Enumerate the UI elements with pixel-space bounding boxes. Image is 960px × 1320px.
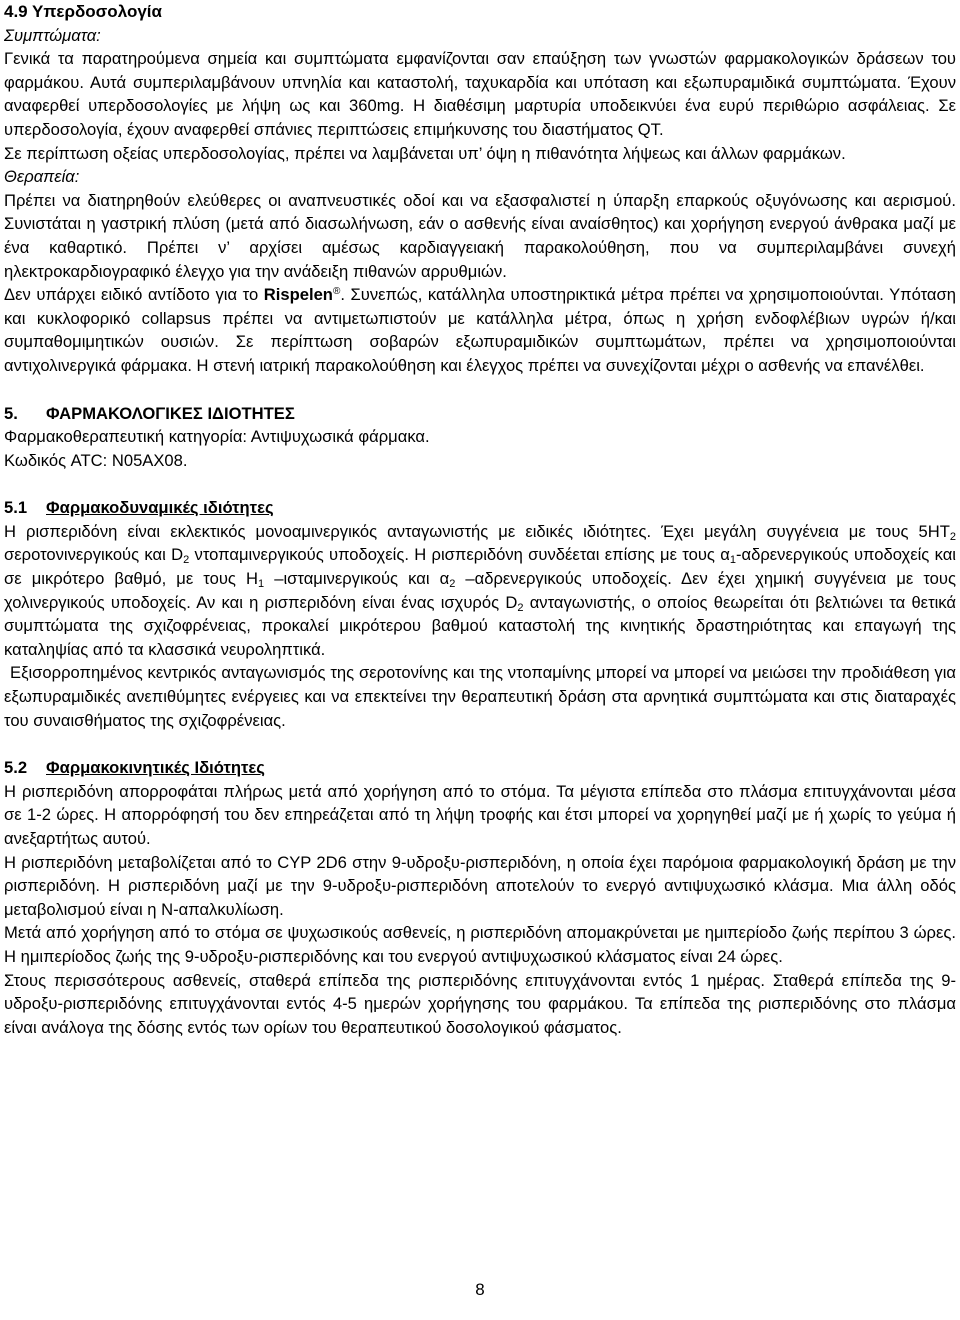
section-5-1-heading — [4, 496, 956, 520]
pd-sub: 2 — [949, 530, 956, 543]
pharmacodynamics-paragraph — [4, 520, 956, 662]
registered-mark: ® — [332, 286, 341, 298]
symptoms-label: Συμπτώματα: — [4, 25, 101, 45]
steady-state-paragraph: Στους περισσότερους ασθενείς, σταθερά επίπεδα της ρισπεριδόνης επιτυγχάνονται εντός 1 ημέρας. Σταθερά επίπεδα της 9-υδροξυ-ρισπεριδόνης επιτυγχάνονται εντός 4-5 ημερών χορήγησης του φαρμάκου. Τα επίπεδα της ρισπεριδόνης στο πλάσμα είναι ανάλογα της δόσης εντός των ορίων του θεραπευτικού δοσολογικού φάσματος. — [4, 970, 956, 1037]
overdose-heading: 4.9 Υπερδοσολογία — [4, 2, 162, 21]
pd-text-g: ανταγωνιστής, ο οποίος θεωρείται ότι βελτιώνει τα θετικά συμπτώματα της σχιζοφρένειας, προκαλεί μικρότερου βαθμού καταστολή της κινητικής δραστηριότητας και επαγωγή της καταληψίας από τα κλασσικά νευροληπτικά. — [4, 592, 956, 659]
therapy-label: Θεραπεία: — [4, 167, 80, 187]
pd-text-a: Η ρισπεριδόνη είναι εκλεκτικός μονοαμινεργικός ανταγωνιστής με ειδικές ιδιότητες. Έχει μεγάλη συγγένεια με τους 5HT — [4, 521, 950, 541]
section-5-2-title: Φαρμακοκινητικές Ιδιότητες — [46, 758, 265, 778]
pd-text-e: –ισταμινεργικούς και α — [264, 569, 450, 589]
spacer — [4, 732, 956, 756]
pd-text-d: -αδρενεργικούς υποδοχείς και σε μικρότερο βαθμό, με τους Η — [4, 545, 956, 589]
section-5-1-number: 5.1 — [4, 498, 28, 518]
pd-sub: 2 — [449, 578, 456, 591]
balanced-antagonism-paragraph: Εξισορροπημένος κεντρικός ανταγωνισμός της σεροτονίνης και της ντοπαμίνης μπορεί να μπορεί να μειώσει την προδιάθεση για εξωπυραμιδικές ανεπιθύμητες ενέργειες και να επεκτείνει την θεραπευτική δράση στα αρνητικά συμπτώματα και στις διαταραχές του συναισθήματος της σχιζοφρένειας. — [4, 663, 956, 730]
antidote-text-pre: Δεν υπάρχει ειδικό αντίδοτο για το — [4, 285, 264, 305]
section-5-number: 5. — [4, 403, 18, 423]
absorption-paragraph: Η ρισπεριδόνη απορροφάται πλήρως μετά από χορήγηση από το στόμα. Τα μέγιστα επίπεδα στο πλάσμα επιτυγχάνονται μέσα σε 1-2 ώρες. Η απορρόφησή του δεν επηρεάζεται από τη λήψη τροφής και έτσι μπορεί να χορηγηθεί μαζί με ή χωρίς το γεύμα ή ανεξαρτήτως αυτού. — [4, 781, 956, 848]
antidote-text-post: . Συνεπώς, κατάλληλα υποστηρικτικά μέτρα πρέπει να χρησιμοποιούνται. Υπόταση και κυκλοφορικό collapsus πρέπει να αντιμετωπιστούν με κατάλληλα μέτρα, όπως η χρήση ενδοφλέβιων υγρών ή/και συμπαθομιμητικών ουσιών. Σε περίπτωση σοβαρών εξωπυραμιδικών συμπτωμάτων, πρέπει να χρησιμοποιούνται αντιχολινεργικά φάρμακα. Η στενή ιατρική παρακολούθηση και έλεγχος πρέπει να συνεχίζονται μέχρι ο ασθενής να επανέλθει. — [4, 285, 956, 375]
pharmacotherapeutic-category: Φαρμακοθεραπευτική κατηγορία: Αντιψυχωσικά φάρμακα. — [4, 427, 430, 447]
pd-sub: 1 — [729, 554, 736, 567]
therapy-paragraph: Πρέπει να διατηρηθούν ελεύθερες οι αναπνευστικές οδοί και να εξασφαλιστεί η ύπαρξη επαρκούς οξυγόνωσης και αερισμού. Συνιστάται η γαστρική πλύση (μετά από διασωλήνωση, εάν ο ασθενής είναι αναίσθητος) και χορήγηση ενεργού άνθρακα μαζί με ένα καθαρτικό. Πρέπει ν’ αρχίσει αμέσως καρδιαγγειακή παρακολούθηση, που να συμπεριλαμβάνει συνεχή ηλεκτροκαρδιογραφικό έλεγχο για την ανάδειξη πιθανών αρρυθμιών. — [4, 190, 956, 281]
section-5-title: ΦΑΡΜΑΚΟΛΟΓΙΚΕΣ ΙΔΙΟΤΗΤΕΣ — [46, 403, 295, 423]
pd-sub: 2 — [183, 554, 190, 567]
section-5-2-heading — [4, 756, 956, 780]
section-5-heading — [4, 402, 956, 426]
half-life-paragraph: Μετά από χορήγηση από το στόμα σε ψυχωσικούς ασθενείς, η ρισπεριδόνη απομακρύνεται με ημιπερίοδο ζωής περίπου 3 ώρες. Η ημιπερίοδος ζωής της 9-υδροξυ-ρισπεριδόνης και του ενεργού αντιψυχωσικού κλάσματος είναι 24 ώρες. — [4, 923, 956, 966]
page-number: 8 — [475, 1280, 485, 1299]
pd-text-b: σεροτονινεργικούς και D — [4, 545, 184, 565]
pd-text-c: ντοπαμινεργικούς υποδοχείς. Η ρισπεριδόνη συνδέεται επίσης με τους α — [189, 545, 730, 565]
pd-sub: 1 — [258, 578, 265, 591]
symptoms-paragraph: Γενικά τα παρατηρούμενα σημεία και συμπτώματα εμφανίζονται σαν επαύξηση των γνωστών φαρμακολογικών δράσεων του φαρμάκου. Αυτά συμπεριλαμβάνουν υπνηλία και καταστολή, ταχυκαρδία και υπόταση και εξωπυραμιδικά συμπτώματα. Έχουν αναφερθεί υπερδοσολογίες με λήψη ως και 360mg. Η διαθέσιμη μαρτυρία υποδεικνύει ένα ευρύ περιθώριο ασφάλειας. Σε υπερδοσολογία, έχουν αναφερθεί σπάνιες περιπτώσεις επιμήκυνσης του διαστήματος QT. — [4, 49, 956, 139]
brand-name: Rispelen — [263, 285, 333, 305]
section-5-2-number: 5.2 — [4, 758, 28, 778]
spacer — [4, 378, 956, 402]
spacer — [4, 472, 956, 496]
antidote-paragraph — [4, 283, 956, 377]
section-5-1-title: Φαρμακοδυναμικές ιδιότητες — [46, 498, 274, 518]
document-page — [4, 0, 956, 1039]
metabolism-paragraph: Η ρισπεριδόνη μεταβολίζεται από το CYP 2D6 στην 9-υδροξυ-ρισπεριδόνη, η οποία έχει παρόμοια φαρμακολογική δράση με την ρισπεριδόνη. Η ρισπεριδόνη μαζί με την 9-υδροξυ-ρισπεριδόνη αποτελούν το ενεργό αντιψυχωσικό κλάσμα. Μια άλλη οδός μεταβολισμού είναι η Ν-απαλκυλίωση. — [4, 852, 956, 919]
atc-code: Κωδικός ATC: N05AX08. — [4, 450, 188, 470]
pd-sub: 2 — [517, 601, 524, 614]
acute-overdose-paragraph: Σε περίπτωση οξείας υπερδοσολογίας, πρέπει να λαμβάνεται υπ’ όψη η πιθανότητα λήψεως και άλλων φαρμάκων. — [4, 143, 846, 163]
pd-text-f: –αδρενεργικούς υποδοχείς. Δεν έχει χημική συγγένεια με τους χολινεργικούς υποδοχείς. Αν και η ρισπεριδόνη είναι ένας ισχυρός D — [4, 569, 956, 612]
